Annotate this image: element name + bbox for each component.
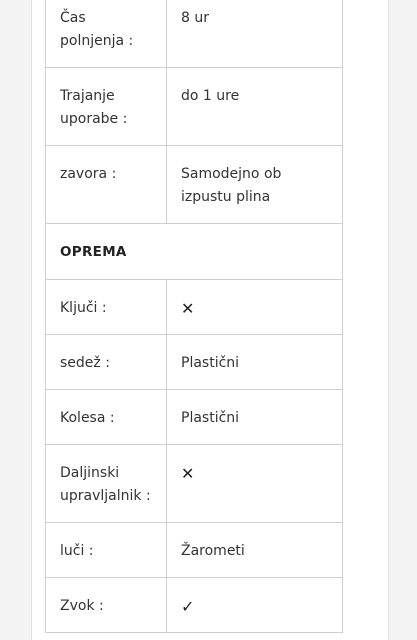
row-label-sound: Zvok : — [60, 598, 104, 614]
row-label-keys: Ključi : — [60, 300, 107, 316]
section-header-row — [46, 224, 343, 280]
table-row — [46, 390, 343, 445]
check-icon: ✓ — [181, 597, 195, 616]
row-label-remote-control: Daljinski upravljalnik : — [60, 465, 151, 504]
table-row — [46, 578, 343, 633]
table-row — [46, 0, 343, 68]
row-value-lights: Žarometi — [181, 543, 245, 559]
row-value-wheels: Plastični — [181, 410, 240, 426]
row-label-wheels: Kolesa : — [60, 410, 115, 426]
row-label-charging-time: Čas polnjenja : — [60, 10, 134, 49]
cross-icon: ✕ — [181, 299, 195, 318]
row-label-lights: luči : — [60, 543, 94, 559]
row-label-seat: sedež : — [60, 355, 110, 371]
row-value-brake: Samodejno ob izpustu plina — [181, 166, 282, 205]
row-value-usage-duration: do 1 ure — [181, 88, 240, 104]
specifications-table — [45, 0, 343, 633]
section-title: OPREMA — [60, 244, 127, 260]
table-row — [46, 280, 343, 335]
table-row — [46, 146, 343, 224]
row-label-brake: zavora : — [60, 166, 117, 182]
row-value-charging-time: 8 ur — [181, 10, 209, 26]
table-row — [46, 445, 343, 523]
table-row — [46, 335, 343, 390]
row-label-usage-duration: Trajanje uporabe : — [60, 88, 128, 127]
table-row — [46, 68, 343, 146]
row-value-seat: Plastični — [181, 355, 240, 371]
table-row — [46, 523, 343, 578]
cross-icon: ✕ — [181, 464, 195, 483]
